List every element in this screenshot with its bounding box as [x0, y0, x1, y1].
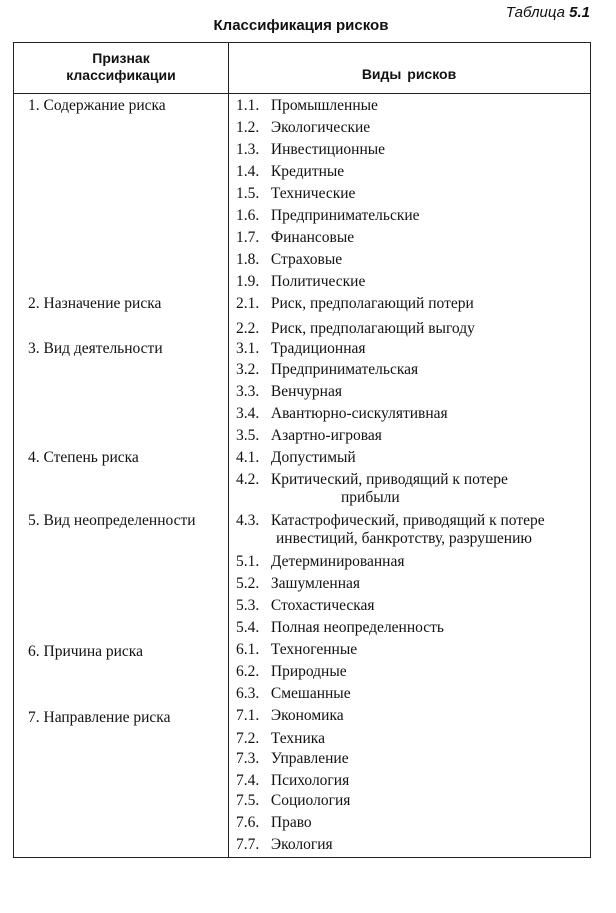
item-text: Риск, предполагающий выгоду — [270, 320, 475, 337]
header-divider — [14, 93, 590, 94]
item-text: Предпринимательские — [270, 207, 420, 224]
item-text: Детерминированная — [270, 553, 405, 570]
item-text: Инвестиционные — [270, 141, 386, 158]
item-number: 7.5. — [236, 792, 260, 809]
item-text: Кредитные — [270, 163, 345, 180]
criterion-direction: 7. Направление риска — [28, 709, 171, 726]
criterion-degree: 4. Степень риска — [28, 449, 139, 466]
item-text: Зашумленная — [270, 575, 361, 592]
criterion-cause: 6. Причина риска — [28, 643, 143, 660]
item-number: 3.2. — [236, 361, 260, 378]
risk-classification-table — [13, 42, 591, 858]
item-number: 6.3. — [236, 685, 260, 702]
item-text: Экология — [270, 836, 333, 853]
risk-type-item — [236, 707, 344, 725]
item-number: 7.2. — [236, 730, 260, 747]
item-number: 1.9. — [236, 273, 260, 290]
item-number: 2.2. — [236, 320, 260, 337]
table-title: Классификация рисков — [213, 17, 389, 34]
item-text: Венчурная — [270, 383, 342, 400]
risk-type-item — [236, 251, 342, 269]
item-text: Катастрофический, приводящий к потере — [270, 512, 545, 529]
header-criterion — [14, 50, 228, 84]
criterion-uncertainty: 5. Вид неопределенности — [28, 512, 196, 529]
risk-type-item — [236, 163, 344, 181]
item-number: 1.1. — [236, 97, 260, 114]
item-number: 5.3. — [236, 597, 260, 614]
item-number: 1.5. — [236, 185, 260, 202]
item-number: 6.1. — [236, 641, 260, 658]
item-number: 1.4. — [236, 163, 260, 180]
risk-type-item — [236, 119, 370, 137]
item-text: Страховые — [270, 251, 343, 268]
risk-type-item — [236, 471, 508, 507]
risk-type-item — [236, 730, 325, 748]
item-text: Техника — [270, 730, 325, 747]
item-text: Экологические — [270, 119, 371, 136]
item-number: 7.3. — [236, 750, 260, 767]
risk-type-item — [236, 772, 349, 790]
risk-type-item — [236, 641, 357, 659]
item-number: 3.3. — [236, 383, 260, 400]
item-text: Азартно-игровая — [270, 427, 382, 444]
risk-type-item — [236, 427, 382, 445]
item-text: Экономика — [270, 707, 344, 724]
criterion-activity: 3. Вид деятельности — [28, 340, 163, 357]
item-number: 3.4. — [236, 405, 260, 422]
item-text: Финансовые — [270, 229, 355, 246]
risk-type-item — [236, 663, 347, 681]
risk-type-item — [236, 361, 418, 379]
risk-type-item — [236, 405, 448, 423]
item-number: 5.4. — [236, 619, 260, 636]
item-number: 4.2. — [236, 471, 260, 488]
item-text: Допустимый — [270, 449, 356, 466]
table-tag-prefix: Таблица — [505, 4, 565, 21]
risk-type-item — [236, 97, 378, 115]
item-number: 7.6. — [236, 814, 260, 831]
item-number: 6.2. — [236, 663, 260, 680]
table-tag-number: 5.1 — [569, 4, 590, 21]
item-number: 2.1. — [236, 295, 260, 312]
item-number: 5.1. — [236, 553, 260, 570]
item-text: Стохастическая — [270, 597, 375, 614]
risk-type-item — [236, 814, 312, 832]
item-number: 1.8. — [236, 251, 260, 268]
risk-type-item — [236, 597, 375, 615]
item-text: Промышленные — [270, 97, 378, 114]
risk-type-item — [236, 792, 350, 810]
item-text: Риск, предполагающий потери — [270, 295, 474, 312]
risk-type-item — [236, 553, 404, 571]
header-types: Виды рисков — [361, 66, 457, 82]
item-text: Техногенные — [270, 641, 358, 658]
item-number: 3.5. — [236, 427, 260, 444]
risk-type-item — [236, 383, 342, 401]
risk-type-item — [236, 141, 385, 159]
item-text: Социология — [270, 792, 351, 809]
risk-type-item — [236, 836, 333, 854]
risk-type-item — [236, 750, 349, 768]
item-text: Психология — [270, 772, 350, 789]
header-criterion-line2: классификации — [66, 67, 176, 83]
item-number: 7.1. — [236, 707, 260, 724]
risk-type-item — [236, 449, 356, 467]
risk-type-item — [236, 320, 475, 338]
criterion-purpose: 2. Назначение риска — [28, 295, 162, 312]
item-text-continuation: инвестиций, банкротству, разрушению — [276, 530, 532, 547]
column-divider — [228, 43, 229, 857]
risk-type-item — [236, 685, 351, 703]
item-text: Технические — [270, 185, 356, 202]
item-text: Природные — [270, 663, 347, 680]
risk-type-item — [236, 619, 444, 637]
item-text: Предпринимательская — [270, 361, 419, 378]
item-number: 7.7. — [236, 836, 260, 853]
risk-type-item — [236, 575, 360, 593]
risk-type-item — [236, 185, 355, 203]
item-text: Политические — [270, 273, 366, 290]
risk-type-item — [236, 512, 545, 548]
item-number: 1.6. — [236, 207, 260, 224]
item-number: 4.3. — [236, 512, 260, 529]
item-text: Традиционная — [270, 340, 366, 357]
item-number: 3.1. — [236, 340, 260, 357]
risk-type-item — [236, 273, 365, 291]
risk-type-item — [236, 340, 366, 358]
item-text: Авантюрно-сискулятивная — [270, 405, 448, 422]
risk-type-item — [236, 295, 474, 313]
item-number: 4.1. — [236, 449, 260, 466]
risk-type-item — [236, 229, 354, 247]
item-number: 1.7. — [236, 229, 260, 246]
item-text: Полная неопределенность — [270, 619, 445, 636]
item-number: 1.3. — [236, 141, 260, 158]
item-number: 7.4. — [236, 772, 260, 789]
item-text: Право — [270, 814, 312, 831]
item-text: Критический, приводящий к потере — [270, 471, 508, 488]
item-number: 1.2. — [236, 119, 260, 136]
criterion-content: 1. Содержание риска — [28, 97, 166, 114]
item-number: 5.2. — [236, 575, 260, 592]
header-criterion-line1: Признак — [92, 50, 150, 66]
item-text-continuation: прибыли — [341, 489, 400, 506]
item-text: Смешанные — [270, 685, 351, 702]
item-text: Управление — [270, 750, 349, 767]
risk-type-item — [236, 207, 420, 225]
